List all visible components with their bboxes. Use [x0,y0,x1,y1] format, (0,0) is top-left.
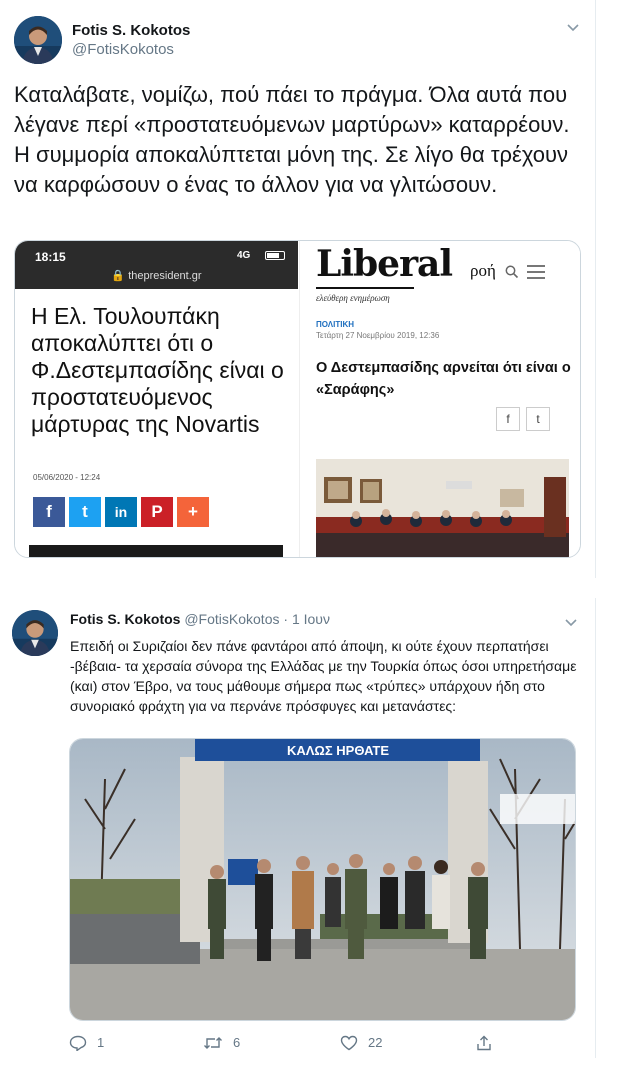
tweet-2 [0,598,596,1058]
parliament-photo [316,459,569,558]
twitter-icon: t [526,407,550,431]
twitter-icon: t [69,497,101,527]
tweet-text: Καταλάβατε, νομίζω, πού πάει το πράγμα. Όλα αυτά που λέγανε περί «προστατευόμενων μαρτύρων» καταρρέουν. Η συμμορία αποκαλύπτεται μόνη της. Σε λίγο θα τρέχουν να καρφώσουν ο ένας το άλλον για να γλιτώσουν. [14,82,570,197]
embedded-image-card[interactable] [14,240,581,558]
sign-text: ΚΑΛΩΣ ΗΡΘΑΤΕ [286,743,390,758]
phone-status-bar [15,241,298,289]
author-handle[interactable]: @FotisKokotos [184,611,280,627]
chevron-down-icon[interactable] [564,615,578,631]
article-headline: Η Ελ. Τουλουπάκη αποκαλύπτει ότι ο Φ.Δεστεμπασίδης είναι ο προστατευόμενος μάρτυρας της Novartis [31,303,284,437]
linkedin-icon: in [105,497,137,527]
author-name[interactable]: Fotis S. Kokotos [70,611,181,627]
phone-time: 18:15 [35,250,66,264]
article-title: Ο Δεστεμπασίδης αρνείται ότι είναι ο «Σαράφης» [316,360,571,398]
reply-icon [69,1035,87,1051]
phone-url: thepresident.gr [128,270,202,282]
retweet-count: 6 [233,1035,241,1051]
liberal-logo: Liberal [316,243,453,285]
liberal-tagline: ελεύθερη ενημέρωση [316,293,390,303]
facebook-icon: f [33,497,65,527]
phone-screenshot [15,241,298,558]
article-date: 05/06/2020 - 12:24 [33,473,101,482]
reply-button[interactable] [69,1034,104,1051]
author-handle[interactable]: @FotisKokotos [72,41,174,58]
like-button[interactable] [340,1034,382,1051]
lock-icon: 🔒 [111,270,129,282]
avatar[interactable] [14,16,62,64]
hamburger-menu-icon [527,265,545,283]
article-date: Τετάρτη 27 Νοεμβρίου 2019, 12:36 [316,331,440,340]
battery-icon [265,251,285,260]
share-icon [476,1035,492,1051]
retweet-icon [203,1036,223,1050]
tweet-text: Επειδή οι Συριζαίοι δεν πάνε φαντάροι από άποψη, κι ούτε έχουν περπατήσει -βέβαια- τα χερσαία σύνορα της Ελλάδας με την Τουρκία όπως όσοι υπηρετήσαμε (και) στον Έβρο, να τους μάθουμε σήμερα πως «τρύπες» υπάρχουν ήδη στο συνοριακό φράχτη για να περνάνε πρόσφυγες και μετανάστες: [70,638,577,714]
plus-icon: + [177,497,209,527]
heart-icon [340,1035,358,1051]
chevron-down-icon[interactable] [566,20,580,36]
separator: · [283,611,289,627]
article-category: ΠΟΛΙΤΙΚΗ [316,320,355,329]
border-photo[interactable] [69,738,576,1021]
avatar[interactable] [12,610,58,656]
article-image [29,545,283,558]
logo-underline [316,287,414,289]
liberal-article [299,241,581,558]
facebook-icon: f [496,407,520,431]
like-count: 22 [368,1035,383,1051]
search-icon [505,265,519,282]
retweet-button[interactable] [203,1034,240,1050]
tweet-header [70,611,330,627]
pinterest-icon: P [141,497,173,527]
author-name[interactable]: Fotis S. Kokotos [72,22,191,39]
reply-count: 1 [97,1035,105,1051]
roi-link: ροή [470,261,496,280]
share-button[interactable] [476,1034,492,1051]
tweet-time[interactable]: 1 Ιουν [291,611,330,627]
phone-signal: 4G [237,250,251,261]
